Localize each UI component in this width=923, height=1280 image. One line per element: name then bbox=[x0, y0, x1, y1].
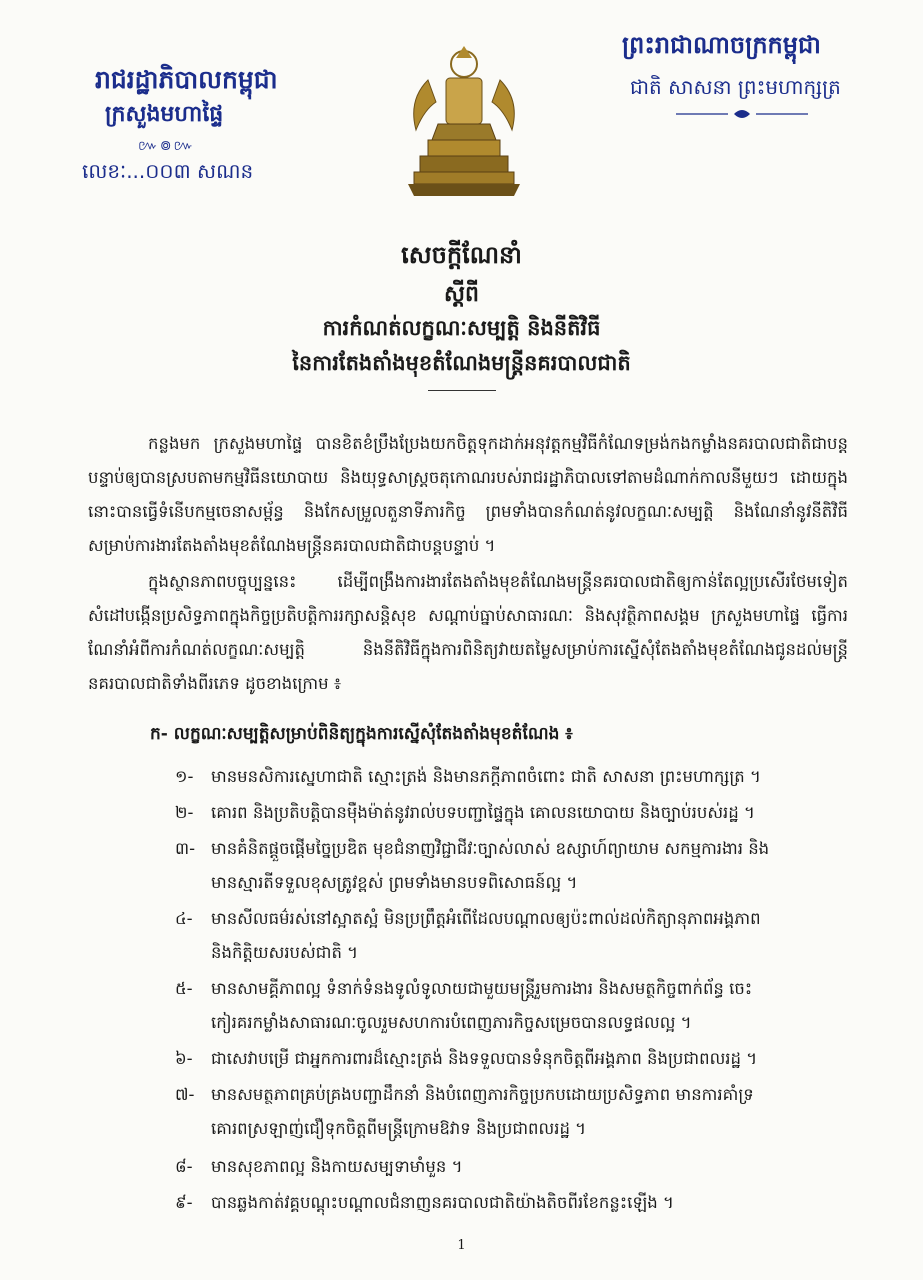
document-number: លេខៈ...០០៣ សណន bbox=[82, 159, 254, 183]
item-text-continued: កៀរគរកម្លាំងសាធារណៈចូលរួមសហការបំពេញភារកិច្ចសម្រេចបានលទ្ធផលល្អ ។ bbox=[211, 1013, 692, 1032]
item-text: មានមនសិការស្នេហាជាតិ ស្មោះត្រង់ និងមានភក្ដីភាពចំពោះ ជាតិ សាសនា ព្រះមហាក្សត្រ ។ bbox=[211, 767, 761, 786]
item-text: មានសីលធម៌រស់នៅស្អាតស្អំ មិនប្រព្រឹត្តអំពើដែលបណ្ដាលឲ្យប៉ះពាល់ដល់កិត្យានុភាពអង្គភាព bbox=[211, 909, 761, 928]
list-item bbox=[175, 796, 855, 830]
item-text: ជាសេវាបម្រើ ជាអ្នកការពារដ៏ស្មោះត្រង់ និងទទួលបានទំនុកចិត្តពីអង្គភាព និងប្រជាពលរដ្ឋ ។ bbox=[211, 1049, 758, 1068]
ministry-name: ក្រសួងមហាផ្ទៃ bbox=[105, 102, 224, 127]
paragraph-2-text: ក្នុងស្ថានភាពបច្ចុប្បន្ននេះ ដើម្បីពង្រឹងការងារតែងតាំងមុខតំណែងមន្ត្រីនគរបាលជាតិឲ្យកាន់តែល្អប្រសើរថែមទៀត សំដៅបង្កើនប្រសិទ្ធភាពក្នុងកិច្ចប្រតិបត្តិការរក្សាសន្តិសុខ សណ្ដាប់ធ្នាប់សាធារណៈ និងសុវត្ថិភាពសង្គម ក្រសួងមហាផ្ទៃ ធ្វើការណែនាំអំពីការកំណត់លក្ខណៈសម្បត្តិ និងនីតិវិធីក្នុងការពិនិត្យវាយតម្លៃសម្រាប់ការស្នើសុំតែងតាំងមុខតំណែងជូនដល់មន្ត្រីនគរបាលជាតិទាំងពីរភេទ ដូចខាងក្រោម ៖ bbox=[88, 572, 848, 693]
item-text: គោរព និងប្រតិបត្តិបានម៉ឺងម៉ាត់នូវរាល់បទបញ្ជាផ្ទៃក្នុង គោលនយោបាយ និងច្បាប់របស់រដ្ឋ ។ bbox=[211, 803, 755, 822]
item-number: ៤- bbox=[175, 909, 193, 928]
left-ornament: ៚៙៚ bbox=[138, 138, 196, 154]
paragraph-1 bbox=[88, 427, 848, 563]
item-text: បានឆ្លងកាត់វគ្គបណ្ដុះបណ្ដាលជំនាញនគរបាលជាតិយ៉ាងតិចពីរខែកន្លះឡើង ។ bbox=[211, 1193, 674, 1212]
list-item bbox=[175, 1078, 855, 1146]
title-divider bbox=[428, 390, 496, 391]
title-subject-label: ស្ដីពី bbox=[444, 282, 479, 307]
list-item bbox=[175, 902, 855, 970]
section-heading: ក- លក្ខណៈសម្បត្តិសម្រាប់ពិនិត្យក្នុងការស្នើសុំតែងតាំងមុខតំណែង ៖ bbox=[150, 724, 573, 744]
item-number: ២- bbox=[175, 803, 194, 822]
item-text: មានសមត្ថភាពគ្រប់គ្រងបញ្ជាដឹកនាំ និងបំពេញភារកិច្ចប្រកបដោយប្រសិទ្ធភាព មានការគាំទ្រ bbox=[211, 1085, 754, 1104]
list-item bbox=[175, 1042, 855, 1076]
list-item bbox=[175, 832, 855, 900]
ministry-government-title: រាជរដ្ឋាភិបាលកម្ពុជា bbox=[95, 65, 278, 94]
list-item bbox=[175, 760, 855, 794]
item-text: មានសុខភាពល្អ និងកាយសម្បទាមាំមួន ។ bbox=[211, 1157, 463, 1176]
item-text-continued: និងកិត្តិយសរបស់ជាតិ ។ bbox=[211, 943, 359, 962]
item-number: ៦- bbox=[175, 1049, 193, 1068]
page-number: 1 bbox=[457, 1238, 466, 1253]
item-number: ៩- bbox=[175, 1193, 193, 1212]
item-text: មានគំនិតផ្ដួចផ្ដើមច្នៃប្រឌិត មុខជំនាញវិជ្ជាជីវៈច្បាស់លាស់ ឧស្សាហ៍ព្យាយាម សកម្មការងារ និង bbox=[211, 839, 770, 858]
kingdom-title: ព្រះរាជាណាចក្រកម្ពុជា bbox=[622, 31, 821, 59]
item-text: មានសាមគ្គីភាពល្អ ទំនាក់ទំនងទូលំទូលាយជាមួយមន្ត្រីរួមការងារ និងសមត្ថកិច្ចពាក់ព័ន្ធ ចេះ bbox=[211, 979, 753, 998]
title-subject-line1: ការកំណត់លក្ខណៈសម្បត្តិ និងនីតិវិធី bbox=[322, 316, 601, 340]
item-number: ៨- bbox=[175, 1157, 193, 1176]
item-number: ៥- bbox=[175, 979, 193, 998]
list-item bbox=[175, 1186, 855, 1220]
list-item bbox=[175, 1150, 855, 1184]
item-number: ៣- bbox=[175, 839, 196, 858]
title-subject-line2: នៃការតែងតាំងមុខតំណែងមន្ត្រីនគរបាលជាតិ bbox=[292, 351, 631, 375]
item-number: ៧- bbox=[175, 1085, 195, 1104]
paragraph-1-text: កន្លងមក ក្រសួងមហាផ្ទៃ បានខិតខំប្រឹងប្រែងយកចិត្តទុកដាក់អនុវត្តកម្មវិធីកំណែទម្រង់កងកម្លាំងនគរបាលជាតិជាបន្តបន្ទាប់ឲ្យបានស្របតាមកម្មវិធីនយោបាយ និងយុទ្ធសាស្ត្រចតុកោណរបស់រាជរដ្ឋាភិបាលទៅតាមដំណាក់កាលនីមួយៗ ដោយក្នុងនោះបានធ្វើទំនើបកម្មចេនាសម្ព័ន្ធ និងកែសម្រួលតួនាទីភារកិច្ច ព្រមទាំងបានកំណត់នូវលក្ខណៈសម្បត្តិ និងណែនាំនូវនីតិវិធីសម្រាប់ការងារតែងតាំងមុខតំណែងមន្ត្រីនគរបាលជាតិជាបន្តបន្ទាប់ ។ bbox=[88, 434, 848, 555]
list-item bbox=[175, 972, 855, 1040]
royal-emblem-icon bbox=[398, 40, 530, 198]
item-number: ១- bbox=[175, 767, 194, 786]
item-text-continued: មានស្មារតីទទួលខុសត្រូវខ្ពស់ ព្រមទាំងមានបទពិសោធន៍ល្អ ។ bbox=[211, 873, 578, 892]
document-title: សេចក្ដីណែនាំ bbox=[401, 241, 522, 269]
right-ornament-icon bbox=[672, 106, 812, 122]
national-motto: ជាតិ សាសនា ព្រះមហាក្សត្រ bbox=[630, 75, 841, 99]
item-text-continued: គោរពស្រឡាញ់ជឿទុកចិត្តពីមន្ត្រីក្រោមឱវាទ និងប្រជាពលរដ្ឋ ។ bbox=[211, 1119, 587, 1138]
paragraph-2 bbox=[88, 565, 848, 701]
